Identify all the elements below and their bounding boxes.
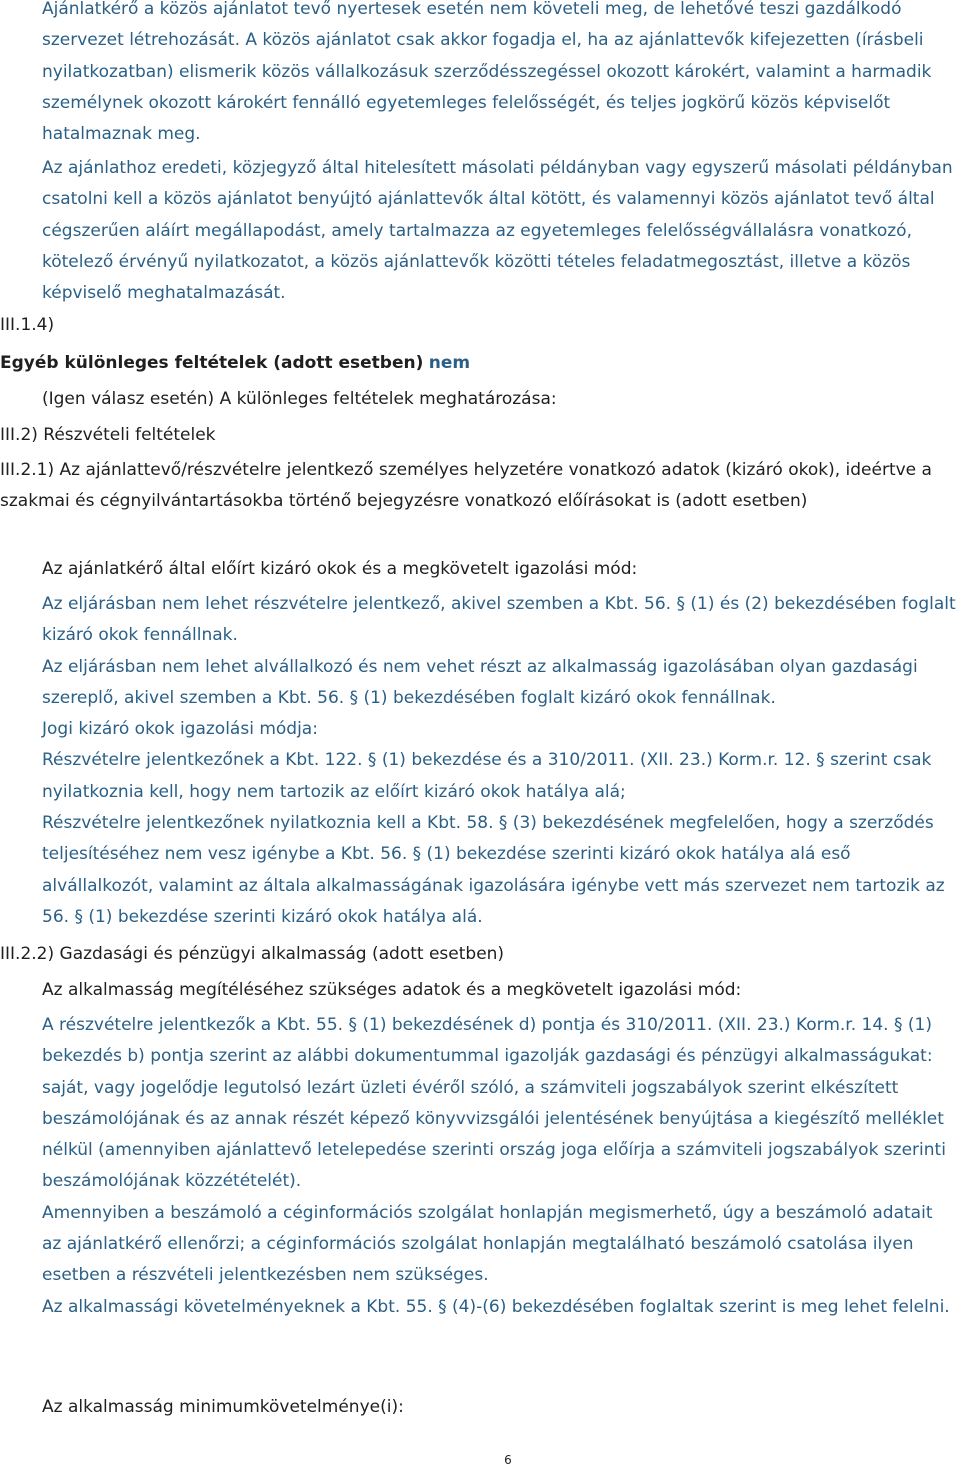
exclusion-paragraph: Jogi kizáró okok igazolási módja: bbox=[42, 719, 318, 740]
financial-capacity-text bbox=[42, 1010, 957, 1323]
section-heading-III-2: III.2) Részvételi feltételek bbox=[0, 425, 216, 445]
exclusion-paragraph: Részvételre jelentkezőnek a Kbt. 122. § (1) bekezdése és a 310/2011. (XII. 23.) Korm.r. 12. § szerint csak nyilatkoznia kell, hogy nem tartozik az előírt kizáró okok hatálya alá; bbox=[42, 750, 932, 802]
exclusion-paragraph: Részvételre jelentkezőnek nyilatkoznia kell a Kbt. 58. § (3) bekezdésének megfelelően, hogy a szerződés teljesítéséhez nem vesz igénybe a Kbt. 56. § (1) bekezdése szerinti kizáró okok hatálya alá eső alvállalkozót, valamint az általa alkalmasságának igazolására igénybe vett más szervezet nem tartozik az 56. § (1) bekezdése szerinti kizáró okok hatálya alá. bbox=[42, 813, 945, 927]
financial-paragraph: Az alkalmassági követelményeknek a Kbt. 55. § (4)-(6) bekezdésében foglaltak szerint is meg lehet felelni. bbox=[42, 1296, 950, 1317]
page-number: 6 bbox=[504, 1453, 512, 1467]
financial-paragraph: Amennyiben a beszámoló a céginformációs szolgálat honlapján megismerhető, úgy a beszámoló adatait az ajánlatkérő ellenőrzi; a céginformációs szolgálat honlapján megtalálható beszámoló csatolása ilyen esetben a részvételi jelentkezésben nem szükséges. bbox=[42, 1202, 933, 1286]
financial-paragraph: saját, vagy jogelődje legutolsó lezárt üzleti évéről szóló, a számviteli jogszabályok szerint elkészített beszámolójának és az annak részét képező könyvvizsgálói jelentésének benyújtása a kiegészítő melléklet nélkül (amennyiben ajánlattevő letelepedése szerinti ország joga előírja a számviteli jogszabályok szerinti beszámolójának közzétételét). bbox=[42, 1077, 946, 1192]
exclusion-paragraph: Az eljárásban nem lehet részvételre jelentkező, akivel szemben a Kbt. 56. § (1) és (2) bekezdésében foglalt kizáró okok fennállnak. bbox=[42, 594, 956, 646]
other-conditions-subtitle: (Igen válasz esetén) A különleges feltételek meghatározása: bbox=[42, 389, 557, 409]
exclusion-grounds-text bbox=[42, 589, 957, 933]
exclusion-grounds-label: Az ajánlatkérő által előírt kizáró okok és a megkövetelt igazolási mód: bbox=[42, 559, 638, 579]
section-heading-III-2-1: III.2.1) Az ajánlattevő/részvételre jelentkező személyes helyzetére vonatkozó adatok (kizáró okok), ideértve a szakmai és cégnyilvántartásokba történő bejegyzésre vonatkozó előírásokat is (adott esetben) bbox=[0, 460, 932, 512]
minimum-requirements-label: Az alkalmasság minimumkövetelménye(i): bbox=[42, 1397, 404, 1417]
other-conditions-label: Egyéb különleges feltételek (adott esetben) bbox=[0, 353, 424, 373]
financial-capacity-label: Az alkalmasság megítéléséhez szükséges adatok és a megkövetelt igazolási mód: bbox=[42, 980, 742, 1000]
financial-paragraph: A részvételre jelentkezők a Kbt. 55. § (1) bekezdésének d) pontja és 310/2011. (XII. 23.) Korm.r. 14. § (1) bekezdés b) pontja szerint az alábbi dokumentummal igazolják gazdasági és pénzügyi alkalmasságukat: bbox=[42, 1015, 933, 1067]
other-conditions-value: nem bbox=[428, 353, 471, 373]
joint-bid-paragraph: Ajánlatkérő a közös ajánlatot tevő nyertesek esetén nem követeli meg, de lehetővé teszi gazdálkodó szervezet létrehozását. A közös ajánlatot csak akkor fogadja el, ha az ajánlattevők kifejezetten (írásbeli nyilatkozatban) elismerik közös vállalkozásuk szerződésszegéssel okozott károkért, valamint a harmadik személynek okozott károkért fennálló egyetemleges felelősségét, és teljes jogkörű közös képviselőt hatalmaznak meg. bbox=[42, 0, 932, 145]
exclusion-paragraph: Az eljárásban nem lehet alvállalkozó és nem vehet részt az alkalmasság igazolásában olyan gazdasági szereplő, akivel szemben a Kbt. 56. § (1) bekezdésében foglalt kizáró okok fennállnak. bbox=[42, 656, 918, 708]
other-conditions-row bbox=[0, 348, 955, 379]
section-number-III-1-4: III.1.4) bbox=[0, 315, 55, 335]
section-heading-III-2-2: III.2.2) Gazdasági és pénzügyi alkalmasság (adott esetben) bbox=[0, 944, 505, 964]
agreement-paragraph: Az ajánlathoz eredeti, közjegyző által hitelesített másolati példányban vagy egyszerű másolati példányban csatolni kell a közös ajánlatot benyújtó ajánlattevők által kötött, és valamennyi közös ajánlatot tevő által cégszerűen aláírt megállapodást, amely tartalmazza az egyetemleges felelősségvállalásra vonatkozó, kötelező érvényű nyilatkozatot, a közös ajánlattevők közötti tételes feladatmegosztást, illetve a közös képviselő meghatalmazását. bbox=[42, 158, 953, 304]
